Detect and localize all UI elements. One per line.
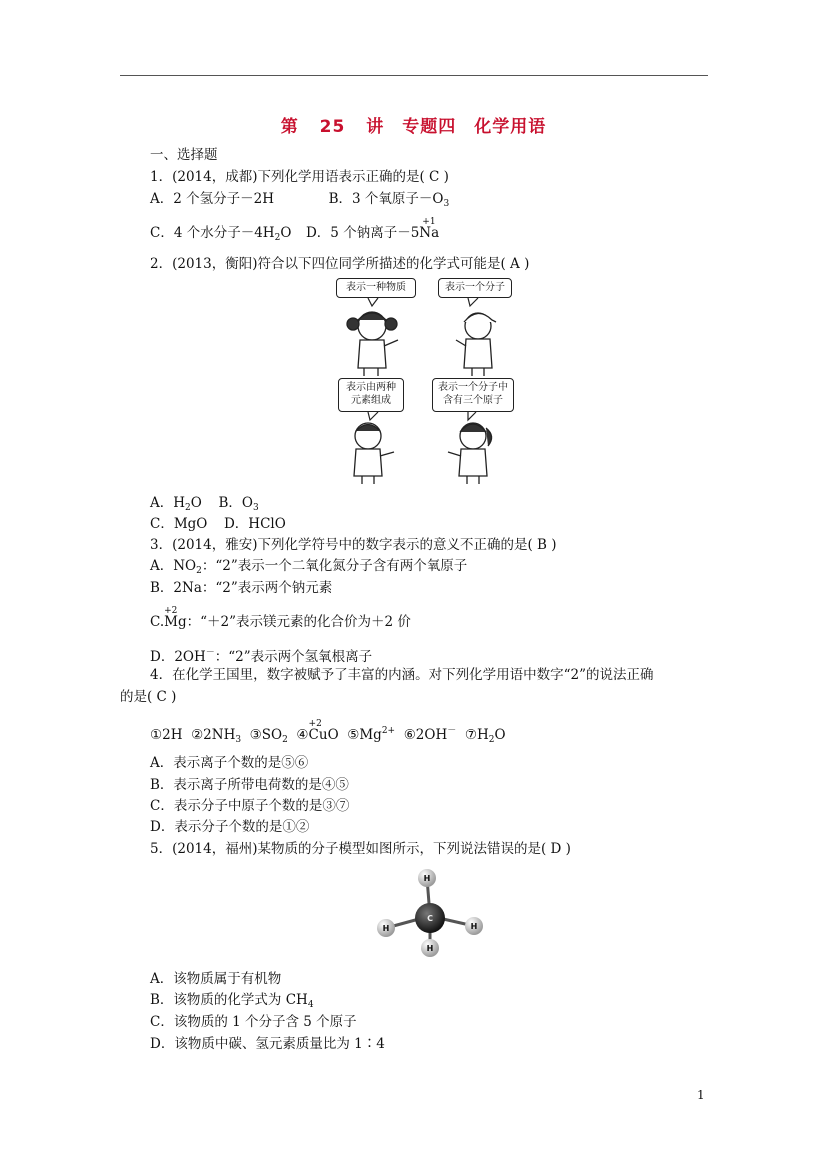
q4-stem-cont: 的是( C ) [120,689,177,705]
q5-option-b: B．该物质的化学式为 $CH_4$ [150,992,314,1010]
q5-option-c: C．该物质的 1 个分子含 5 个原子 [150,1014,357,1030]
q3-stem: 3．(2014，雅安)下列化学符号中的数字表示的意义不正确的是( B ) [150,537,557,553]
header-rule [120,75,708,76]
speech-bubble-2: 表示一个分子 [438,278,512,298]
q3-option-c: C. +2 Mg：“＋2”表示镁元素的化合价为＋2 价 [150,606,411,630]
q5-option-d: D．该物质中碳、氢元素质量比为 1∶4 [150,1036,385,1052]
q4-items: ①2H $②2NH_3$ $③SO_2$ ④ +2 CuO $⑤Mg^{2+}$ ⑥2OH－ $⑦H_2O$ [150,719,506,745]
section-heading: 一、选择题 [150,147,218,163]
atom-label-h: H [470,922,478,931]
page-title: 第 25 讲 专题四 化学用语 [280,117,547,137]
atom-label-h: H [382,924,390,933]
q1-stem: 1．(2014，成都)下列化学用语表示正确的是( C ) [150,169,449,185]
q2-option-d: D．HClO [223,516,286,532]
q4-option-d: D．表示分子个数的是①② [150,819,310,835]
q1-option-d: D．5 个钠离子－5 +1 Na [305,217,440,241]
q5-option-a: A．该物质属于有机物 [150,971,282,987]
q3-option-d: D．2OH－：“2”表示两个氢氧根离子 [150,648,373,665]
atom-label-c: C [427,914,433,923]
q1-option-c: C．4 个水分子$-4H_2O$ [150,225,292,243]
speech-bubble-1: 表示一种物质 [336,278,416,298]
q2-option-c: C．MgO [150,516,208,532]
page-number: 1 [697,1088,705,1102]
q2-options-ab [150,494,259,517]
q1-options-cd [150,217,440,247]
q4-option-b: B．表示离子所带电荷数的是④⑤ [150,777,349,793]
speech-bubble-3: 表示由两种元素组成 [338,378,404,412]
q1-option-a: A．2 个氢分子－2H [150,191,274,207]
q4-option-a: A．表示离子个数的是⑤⑥ [150,755,309,771]
q5-stem: 5．(2014，福州)某物质的分子模型如图所示，下列说法错误的是( D ) [150,841,571,857]
atom-label-h: H [426,944,434,953]
student-cartoon-figure [328,276,526,488]
q3-option-a: A．$NO_2$：“2”表示一个二氧化氮分子含有两个氧原子 [150,558,468,576]
q4-stem: 4．在化学王国里，数字被赋予了丰富的内涵。对下列化学用语中数字“2”的说法正确 [150,667,654,683]
methane-molecule-model [370,866,490,958]
q2-stem: 2．(2013，衡阳)符合以下四位同学所描述的化学式可能是( A ) [150,256,530,272]
q2-options-cd [150,515,286,533]
q1-options-ab [150,190,449,213]
q3-option-b: B．2Na：“2”表示两个钠元素 [150,580,333,596]
atom-label-h: H [423,874,431,883]
q4-option-c: C．表示分子中原子个数的是③⑦ [150,798,350,814]
speech-bubble-4: 表示一个分子中含有三个原子 [432,378,514,412]
q2-option-a: A．$H_2O$ [150,495,202,513]
q1-option-b: B．3 个氧原子$-O_3$ [328,191,450,209]
q2-option-b: B．$O_3$ [218,495,259,513]
